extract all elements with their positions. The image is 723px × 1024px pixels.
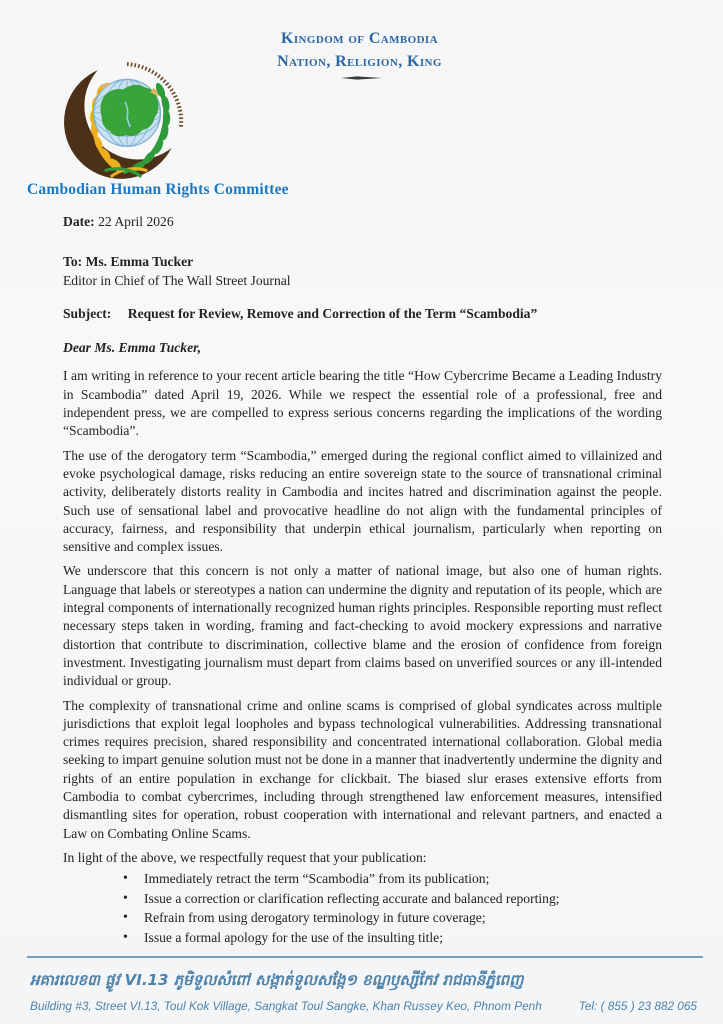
date-value: 22 April 2026	[98, 214, 174, 229]
recipient-name: Ms. Emma Tucker	[85, 254, 194, 270]
date-line	[63, 213, 662, 231]
organization-name: Cambodian Human Rights Committee	[27, 181, 289, 198]
footer-address-english: Building #3, Street VI.13, Toul Kok Village, Sangkat Toul Sangke, Khan Russey Keo, Phnom Penh	[30, 999, 542, 1013]
request-item-2: • Issue a correction or clarification reflecting accurate and balanced reporting;	[115, 889, 662, 909]
subject-label: Subject:	[63, 305, 112, 321]
request-item-1: • Immediately retract the term “Scambodia” from its publication;	[115, 869, 662, 889]
footer-english-row	[30, 999, 697, 1013]
body-paragraph-3: We underscore that this concern is not only a matter of national image, but also one of human rights. Language that labels or stereotypes a nation can undermine the dignity and reputation of its people, which are integral components of internationally recognized human rights principles. Responsible reporting must reflect necessary steps taken in wording, framing and fact-checking to avoid mockery expressions and narrative distortion that contribute to discrimination, collective blame and the erosion of confidence from foreign investment. Investigating journalism must depart from claims based on unverified sources or any ill-intended individual or group.	[63, 563, 662, 689]
subject-line	[63, 305, 662, 323]
kingdom-title-line1: Kingdom of Cambodia	[281, 30, 438, 47]
chrc-emblem-logo-icon	[60, 57, 192, 189]
recipient-block	[63, 253, 662, 290]
date-label: Date:	[63, 214, 95, 229]
request-item-3: • Refrain from using derogatory terminology in future coverage;	[115, 908, 662, 928]
body-paragraph-4: The complexity of transnational crime and online scams is comprised of global syndicates across multiple jurisdictions that exploit legal loopholes and bypass technological vulnerabilities. Addressing transnational crimes requires precision, shared responsibility and concentrated international collaboration. Global media seeking to impart genuine solution must not be done in a manner that inadvertently undermine the dignity and rights of an entire population in exchange for clickbait. The biased slur erases extensive efforts from Cambodia to combat cybercrimes, including through strengthened law enforcement measures, intensified dismantling sites for operation, robust cooperation with international and relevant partners, and enacted a Law on Combating Online Scams.	[63, 697, 662, 841]
header-ornament	[341, 76, 383, 80]
footer-tel: Tel: ( 855 ) 23 882 065	[578, 999, 697, 1013]
request-intro: In light of the above, we respectfully request that your publication:	[63, 849, 427, 865]
request-item-4: • Issue a formal apology for the use of the insulting title;	[115, 928, 662, 948]
letter-body	[63, 213, 662, 948]
to-line	[63, 253, 662, 271]
recipient-title: Editor in Chief of The Wall Street Journal	[63, 272, 291, 288]
footer-address-khmer: អគារលេខ៣ ផ្លូវ VI.13 ភូមិទួលសំពៅ សង្កាត់ទួលសង្កែ១ ខណ្ឌឫស្សីកែវ រាជធានីភ្នំពេញ	[30, 971, 524, 989]
body-paragraph-2: The use of the derogatory term “Scambodia,” emerged during the regional conflict aimed to villainized and evoke psychological damage, risks reducing an entire sovereign state to the source of transnational criminal activity, deliberately distorts reality in Cambodia and incites hatred and discrimination against the people. Such use of sensational label and provocative headline do not align with the fundamental principles of accuracy, fairness, and responsibility that underpin ethical journalism, particularly when reporting on sensitive and complex issues.	[63, 447, 662, 555]
request-list	[63, 869, 662, 947]
salutation: Dear Ms. Emma Tucker,	[63, 340, 202, 356]
body-paragraph-1: I am writing in reference to your recent article bearing the title “How Cybercrime Became a Leading Industry in Scambodia” dated April 19, 2026. While we respect the essential role of a professional, free and independent press, we are compelled to express serious concerns regarding the implications of the wording “Scambodia”.	[63, 368, 662, 439]
to-label: To:	[63, 254, 83, 270]
kingdom-title-line2: Nation, Religion, King	[277, 53, 442, 70]
footer-divider	[27, 956, 703, 958]
subject-text: Request for Review, Remove and Correction of the Term “Scambodia”	[127, 305, 538, 321]
